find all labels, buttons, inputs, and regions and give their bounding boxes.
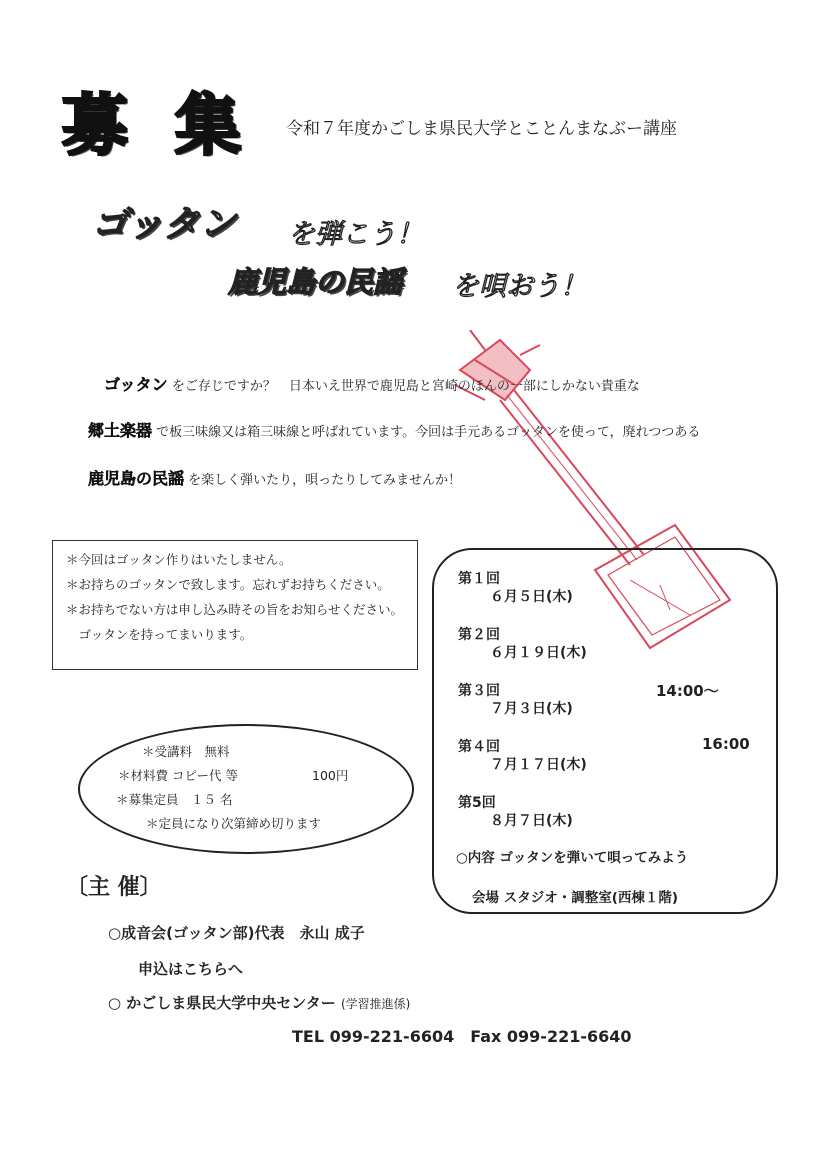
apply-center bbox=[108, 992, 410, 1013]
intro-text-3: を楽しく弾いたり，唄ったりしてみませんか！ bbox=[188, 473, 462, 488]
intro-text-1: をご存じですか？ 日本いえ世界で鹿児島と宮崎のほんの一部にしかない貴重な bbox=[171, 379, 640, 394]
session-label: 第２回 bbox=[458, 627, 500, 643]
intro-line-1 bbox=[104, 372, 640, 395]
intro-line-2 bbox=[88, 418, 700, 441]
title-kagoshima-folk: 鹿児島の民謡 bbox=[228, 265, 403, 299]
fee-deadline-note: ＊定員になり次第締め切ります bbox=[146, 816, 322, 831]
program-subtitle: 令和７年度かごしま県民大学とことんまなぶー講座 bbox=[286, 119, 677, 139]
session-date: ７月３日(木) bbox=[490, 701, 573, 717]
session-label: 第１回 bbox=[458, 571, 500, 587]
page-heading: 募 集 bbox=[62, 87, 253, 164]
fee-materials-value: 100円 bbox=[312, 768, 349, 783]
session-date: ７月１７日(木) bbox=[490, 757, 587, 773]
time-start: 14:00～ bbox=[656, 682, 719, 700]
apply-center-dept: (学習推進係) bbox=[340, 997, 411, 1011]
organizer-heading: 〔主 催〕 bbox=[66, 875, 162, 900]
session-label: 第5回 bbox=[458, 795, 496, 811]
title-sing: を唄おう！ bbox=[452, 271, 587, 302]
title-play: を弾こう！ bbox=[288, 219, 423, 250]
organizer-name: ○成音会(ゴッタン部)代表 永山 成子 bbox=[108, 924, 365, 942]
intro-keyword-gottan: ゴッタン bbox=[104, 375, 168, 394]
session-date: ６月５日(木) bbox=[490, 589, 573, 605]
apply-center-name: ○ かごしま県民大学中央センター bbox=[108, 994, 336, 1012]
session-date: ８月７日(木) bbox=[490, 813, 573, 829]
course-content: ○内容 ゴッタンを弾いて唄ってみよう bbox=[456, 850, 689, 866]
fee-capacity: ＊募集定員 １５ 名 bbox=[116, 792, 233, 807]
fee-materials-label: ＊材料費 コピー代 等 bbox=[118, 768, 238, 783]
title-gottan: ゴッタン bbox=[92, 204, 236, 245]
intro-text-2: で板三味線又は箱三味線と呼ばれています。今回は手元あるゴッタンを使って，廃れつつある bbox=[156, 425, 701, 440]
time-end: 16:00 bbox=[702, 735, 750, 753]
session-label: 第３回 bbox=[458, 683, 500, 699]
notice-item: ＊お持ちでない方は申し込み時その旨をお知らせください。 bbox=[66, 602, 404, 617]
fee-oval bbox=[78, 724, 414, 854]
contact-numbers: TEL 099-221-6604 Fax 099-221-6640 bbox=[292, 1027, 632, 1046]
intro-line-3 bbox=[88, 466, 461, 489]
notice-item: ＊お持ちのゴッタンで致します。忘れずお持ちください。 bbox=[66, 577, 390, 592]
fee-tuition: ＊受講料 無料 bbox=[142, 744, 230, 759]
notice-item: ＊今回はゴッタン作りはいたしません。 bbox=[66, 552, 292, 567]
notice-item: ゴッタンを持ってまいります。 bbox=[66, 627, 253, 642]
session-date: ６月１９日(木) bbox=[490, 645, 587, 661]
intro-keyword-folk: 鹿児島の民謡 bbox=[88, 469, 185, 488]
course-venue: 会場 スタジオ・調整室(西棟１階) bbox=[472, 890, 679, 906]
intro-keyword-instrument: 郷土楽器 bbox=[88, 421, 153, 440]
session-label: 第４回 bbox=[458, 739, 500, 755]
apply-label: 申込はこちらへ bbox=[138, 960, 244, 978]
